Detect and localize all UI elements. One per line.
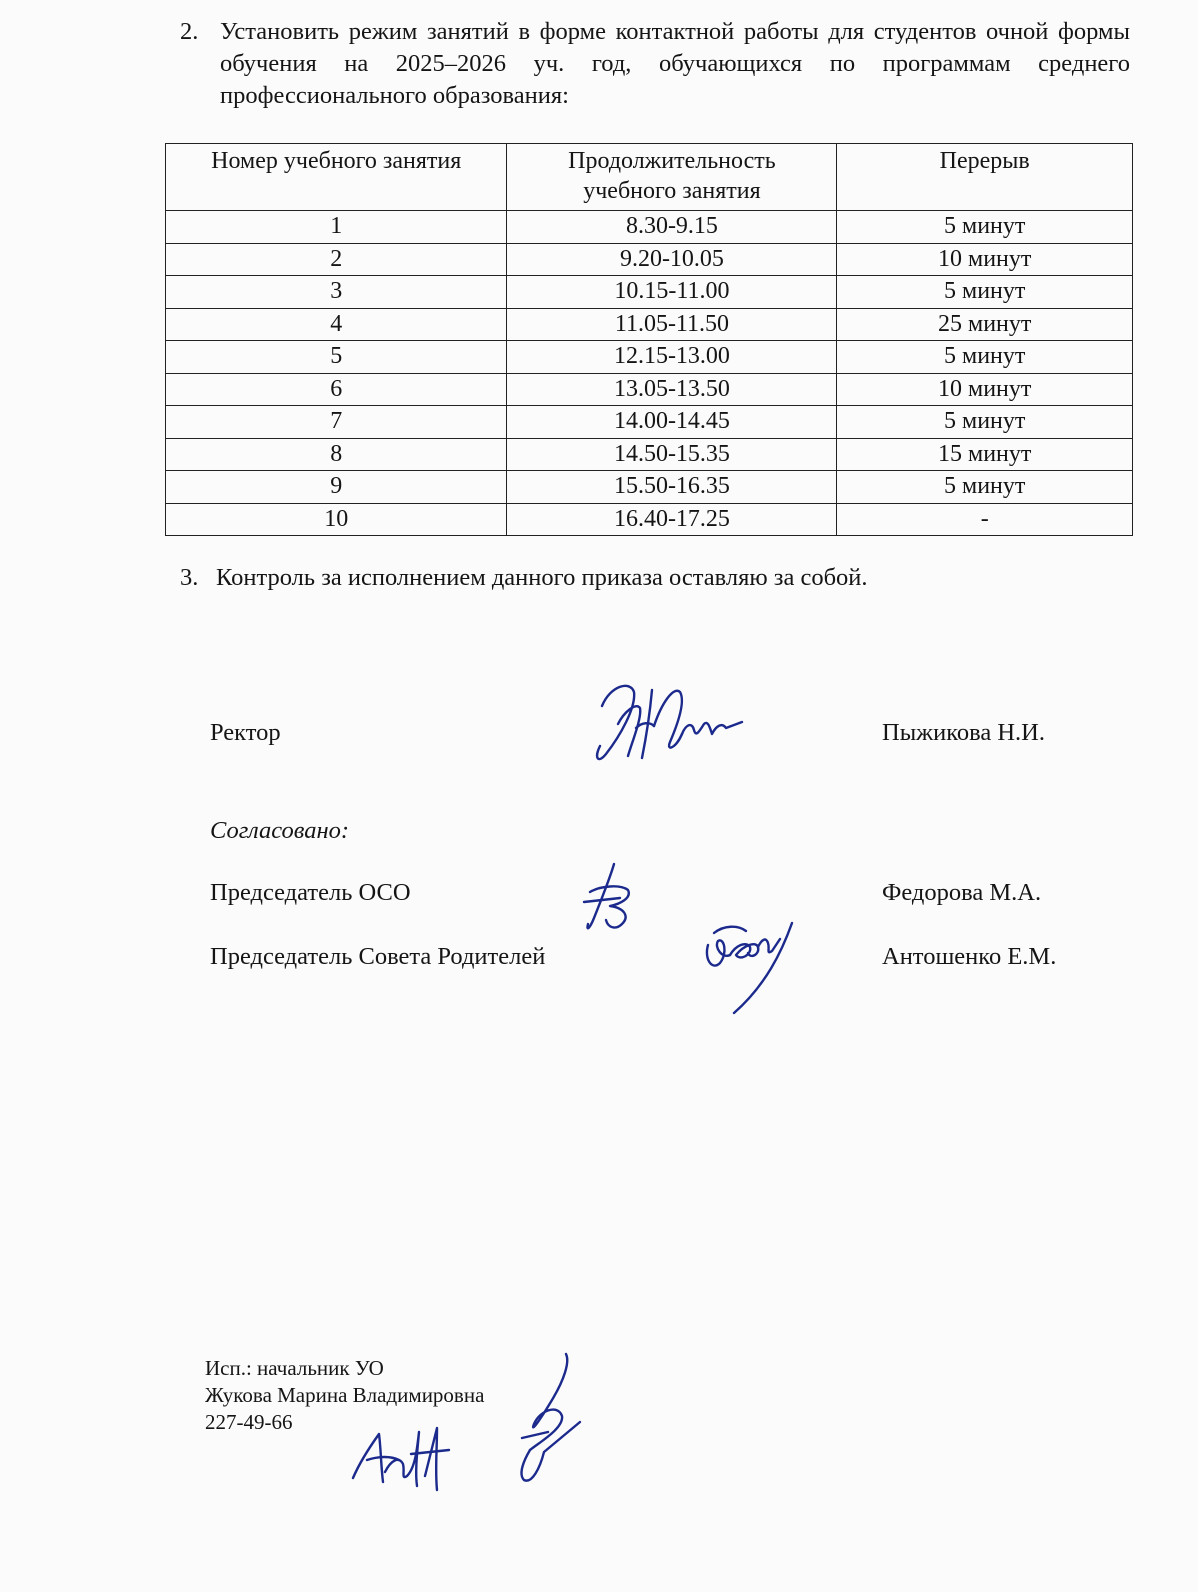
lesson-number-cell: 6	[166, 373, 507, 406]
item-2-text: Установить режим занятий в форме контактной работы для студентов очной формы обучения на 2025–2026 уч. год, обучающихся по программам среднего профессионального образования:	[220, 18, 1130, 109]
lesson-time-cell: 15.50-16.35	[507, 471, 837, 504]
header-break: Перерыв	[837, 144, 1133, 211]
item-3-text: Контроль за исполнением данного приказа оставляю за собой.	[216, 564, 868, 591]
lesson-number-cell: 8	[166, 438, 507, 471]
break-cell: 10 минут	[837, 373, 1133, 406]
executor-full-name: Жукова Марина Владимировна	[205, 1383, 485, 1407]
lesson-number-cell: 5	[166, 341, 507, 374]
lesson-time-cell: 14.00-14.45	[507, 406, 837, 439]
rector-name: Пыжикова Н.И.	[882, 719, 1045, 746]
item-3-number: 3.	[180, 564, 199, 591]
lesson-number-cell: 9	[166, 471, 507, 504]
lesson-number-cell: 10	[166, 503, 507, 536]
approval-initials-icon	[345, 1420, 455, 1495]
table-row	[166, 471, 1133, 504]
table-header-row	[166, 144, 1133, 211]
executor-position: Исп.: начальник УО	[205, 1356, 384, 1380]
lesson-time-cell: 8.30-9.15	[507, 211, 837, 244]
lesson-time-cell: 14.50-15.35	[507, 438, 837, 471]
break-cell: 10 минут	[837, 243, 1133, 276]
lesson-time-cell: 10.15-11.00	[507, 276, 837, 309]
rector-signature-icon	[590, 672, 750, 772]
break-cell: 15 минут	[837, 438, 1133, 471]
table-row	[166, 308, 1133, 341]
break-cell: 5 минут	[837, 406, 1133, 439]
lesson-time-cell: 13.05-13.50	[507, 373, 837, 406]
rector-title: Ректор	[210, 719, 281, 746]
lesson-number-cell: 1	[166, 211, 507, 244]
break-cell: -	[837, 503, 1133, 536]
table-row	[166, 438, 1133, 471]
schedule-table	[165, 143, 1133, 536]
lesson-time-cell: 11.05-11.50	[507, 308, 837, 341]
table-row	[166, 503, 1133, 536]
executor-phone: 227-49-66	[205, 1410, 293, 1434]
table-row	[166, 373, 1133, 406]
table-row	[166, 276, 1133, 309]
table-row	[166, 243, 1133, 276]
header-lesson-number: Номер учебного занятия	[166, 144, 507, 211]
item-2-number: 2.	[180, 18, 199, 45]
break-cell: 5 минут	[837, 211, 1133, 244]
lesson-time-cell: 16.40-17.25	[507, 503, 837, 536]
table-row	[166, 341, 1133, 374]
lesson-number-cell: 3	[166, 276, 507, 309]
table-row	[166, 211, 1133, 244]
executor-signature-icon	[500, 1350, 590, 1500]
lesson-number-cell: 2	[166, 243, 507, 276]
parents-council-signature-icon	[700, 915, 800, 1020]
oso-name: Федорова М.А.	[882, 879, 1042, 906]
table-row	[166, 406, 1133, 439]
break-cell: 25 минут	[837, 308, 1133, 341]
break-cell: 5 минут	[837, 341, 1133, 374]
lesson-time-cell: 12.15-13.00	[507, 341, 837, 374]
lesson-number-cell: 7	[166, 406, 507, 439]
lesson-time-cell: 9.20-10.05	[507, 243, 837, 276]
break-cell: 5 минут	[837, 471, 1133, 504]
oso-title: Председатель ОСО	[210, 879, 411, 906]
break-cell: 5 минут	[837, 276, 1133, 309]
oso-signature-icon	[580, 858, 640, 938]
header-lesson-duration: Продолжительность учебного занятия	[507, 144, 837, 211]
lesson-number-cell: 4	[166, 308, 507, 341]
agreed-label: Согласовано:	[210, 817, 350, 844]
parents-council-title: Председатель Совета Родителей	[210, 943, 546, 970]
parents-council-name: Антошенко Е.М.	[882, 943, 1057, 970]
